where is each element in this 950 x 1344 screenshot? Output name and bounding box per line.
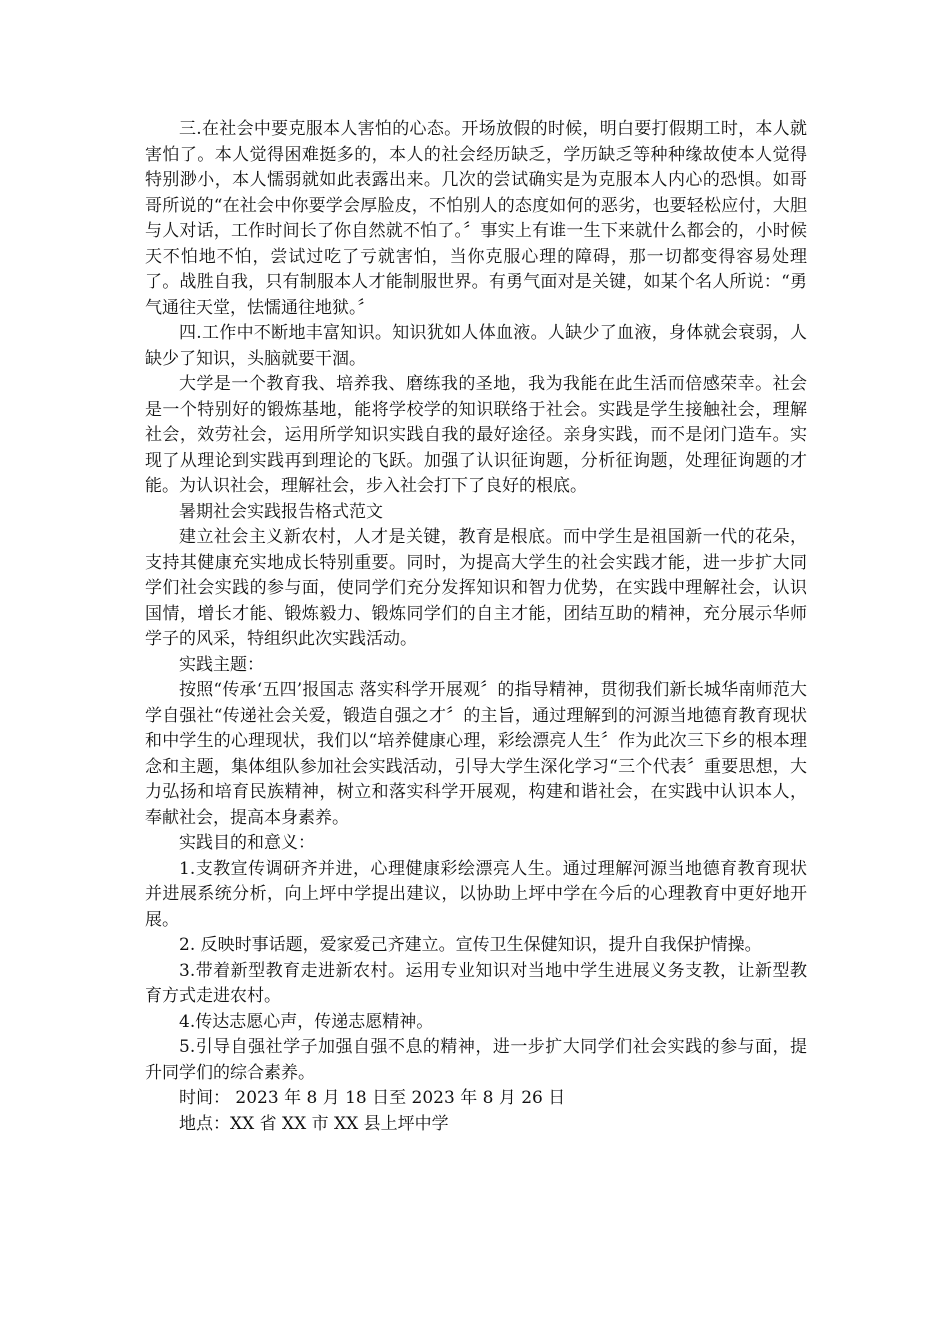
document-page (145, 117, 807, 1137)
time-line: 时间： 2023 年 8 月 18 日至 2023 年 8 月 26 日 (179, 1088, 566, 1108)
list-item-purpose-2: 2. 反映时事话题，爱家爱己齐建立。宣传卫生保健知识，提升自我保护情操。 (179, 935, 762, 955)
list-item-purpose-1: 1.支教宣传调研齐并进，心理健康彩绘漂亮人生。通过理解河源当地德育教育现状并进展系统分析，向上坪中学提出建议，以协助上坪中学在今后的心理教育中更好地开展。 (145, 858, 807, 930)
location-line: 地点：XX 省 XX 市 XX 县上坪中学 (179, 1113, 449, 1134)
paragraph-university-reflection: 大学是一个教育我、培养我、磨练我的圣地，我为我能在此生活而倍感荣幸。社会是一个特别好的锻炼基地，能将学校学的知识联络于社会。实践是学生接触社会，理解社会，效劳社会，运用所学知识实践自我的最好途径。亲身实践，而不是闭门造车。实现了从理论到实践再到理论的飞跃。加强了认识征询题，分析征询题，处理征询题的才能。为认识社会，理解社会，步入社会打下了良好的根底。 (145, 374, 807, 496)
list-item-purpose-3: 3.带着新型教育走进新农村。运用专业知识对当地中学生进展义务支教，让新型教育方式走进农村。 (145, 960, 807, 1006)
list-item-purpose-5: 5.引导自强社学子加强自强不息的精神，进一步扩大同学们社会实践的参与面，提升同学们的综合素养。 (145, 1037, 807, 1083)
paragraph-enrich-knowledge: 四.工作中不断地丰富知识。知识犹如人体血液。人缺少了血液，身体就会衰弱，人缺少了知识，头脑就要干涸。 (145, 323, 807, 369)
list-item-purpose-4: 4.传达志愿心声，传递志愿精神。 (179, 1011, 434, 1032)
paragraph-overcome-fear: 三.在社会中要克服本人害怕的心态。开场放假的时候，明白要打假期工时，本人就害怕了。本人觉得困难挺多的，本人的社会经历缺乏，学历缺乏等种种缘故使本人觉得特别渺小，本人懦弱就如此表露出来。几次的尝试确实是为克服本人内心的恐惧。如哥哥所说的“在社会中你要学会厚脸皮，不怕别人的态度如何的恶劣，也要轻松应付，大胆与人对话，工作时间长了你自然就不怕了。〞事实上有谁一生下来就什么都会的，小时候天不怕地不怕，尝试过吃了亏就害怕，当你克服心理的障碍，那一切都变得容易处理了。战胜自我，只有制服本人才能制服世界。有勇气面对是关键，如某个名人所说：“勇气通往天堂，怯懦通往地狱。〞 (145, 119, 807, 318)
heading-practice-theme: 实践主题： (179, 654, 264, 675)
heading-purpose-significance: 实践目的和意义： (179, 833, 315, 853)
section-title: 暑期社会实践报告格式范文 (179, 501, 383, 522)
paragraph-practice-theme: 按照“传承‘五四’报国志 落实科学开展观〞的指导精神，贯彻我们新长城华南师范大学自强社“传递社会关爱，锻造自强之才〞的主旨，通过理解到的河源当地德育教育现状和中学生的心理现状，我们以“培养健康心理，彩绘漂亮人生〞作为此次三下乡的根本理念和主题，集体组队参加社会实践活动，引导大学生深化学习“三个代表〞重要思想，大力弘扬和培育民族精神，树立和落实科学开展观，构建和谐社会，在实践中认识本人，奉献社会，提高本身素养。 (145, 680, 807, 828)
paragraph-introduction: 建立社会主义新农村，人才是关键，教育是根底。而中学生是祖国新一代的花朵，支持其健康充实地成长特别重要。同时，为提高大学生的社会实践才能，进一步扩大同学们社会实践的参与面，使同学们充分发挥知识和智力优势，在实践中理解社会，认识国情，增长才能、锻炼毅力、锻炼同学们的自主才能，团结互助的精神，充分展示华师学子的风采，特组织此次实践活动。 (145, 527, 807, 649)
